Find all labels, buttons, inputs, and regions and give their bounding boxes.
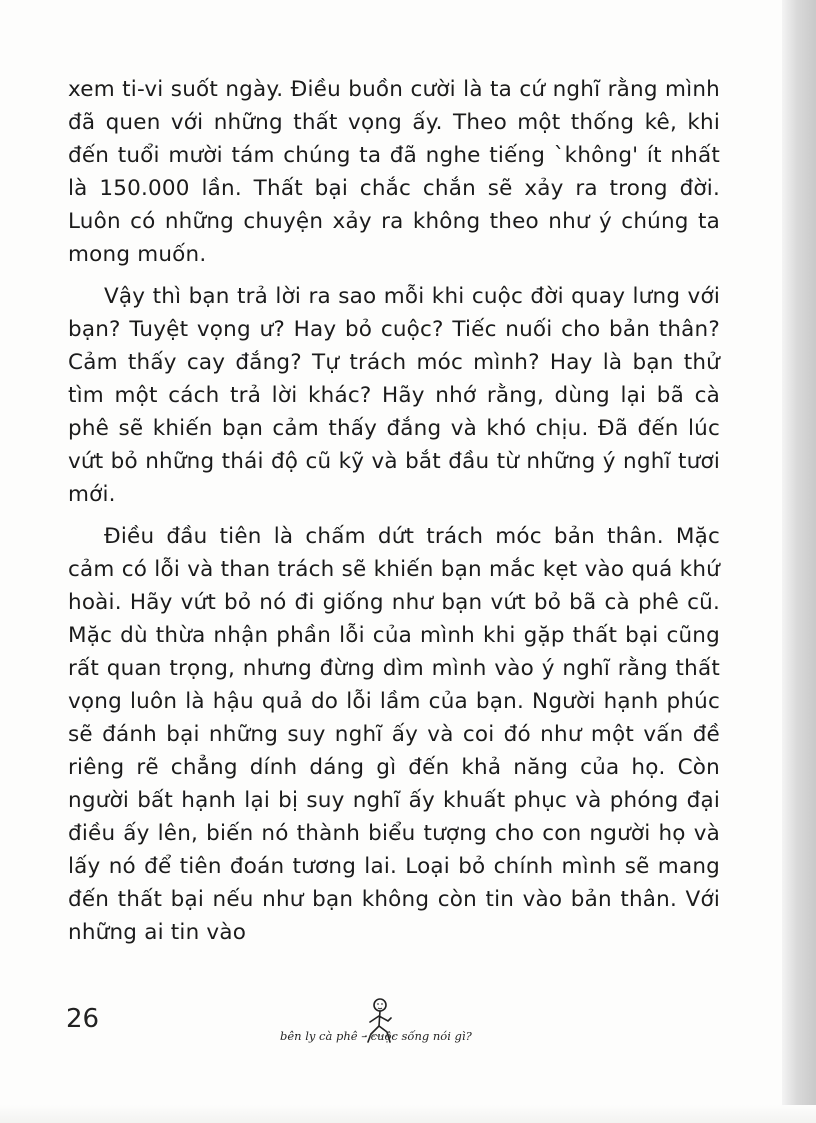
body-text (68, 73, 720, 958)
paragraph-2: Vậy thì bạn trả lời ra sao mỗi khi cuộc đời quay lưng với bạn? Tuyệt vọng ư? Hay bỏ cuộc? Tiếc nuối cho bản thân? Cảm thấy cay đắng? Tự trách móc mình? Hay là bạn thử tìm một cách trả lời khác? Hãy nhớ rằng, dùng lại bã cà phê sẽ khiến bạn cảm thấy đắng và khó chịu. Đã đến lúc vứt bỏ những thái độ cũ kỹ và bắt đầu từ những ý nghĩ tươi mới. (68, 284, 720, 507)
paragraph-3: Điều đầu tiên là chấm dứt trách móc bản thân. Mặc cảm có lỗi và than trách sẽ khiến bạn mắc kẹt vào quá khứ hoài. Hãy vứt bỏ nó đi giống như bạn vứt bỏ bã cà phê cũ. Mặc dù thừa nhận phần lỗi của mình khi gặp thất bại cũng rất quan trọng, nhưng đừng dìm mình vào ý nghĩ rằng thất vọng luôn là hậu quả do lỗi lầm của bạn. Người hạnh phúc sẽ đánh bại những suy nghĩ ấy và coi đó như một vấn đề riêng rẽ chẳng dính dáng gì đến khả năng của họ. Còn người bất hạnh lại bị suy nghĩ ấy khuất phục và phóng đại điều ấy lên, biến nó thành biểu tượng cho con người họ và lấy nó để tiên đoán tương lai. Loại bỏ chính mình sẽ mang đến thất bại nếu như bạn không còn tin vào bản thân. Với những ai tin vào (68, 524, 720, 945)
page-footer (66, 996, 726, 1056)
page-bottom-edge (0, 1105, 816, 1123)
paragraph-1: xem ti-vi suốt ngày. Điều buồn cười là ta cứ nghĩ rằng mình đã quen với những thất vọng ấy. Theo một thống kê, khi đến tuổi mười tám chúng ta đã nghe tiếng `không' ít nhất là 150.000 lần. Thất bại chắc chắn sẽ xảy ra trong đời. Luôn có những chuyện xảy ra không theo như ý chúng ta mong muốn. (68, 77, 720, 267)
page-number: 26 (66, 1004, 100, 1034)
page-gutter-shadow (782, 0, 816, 1123)
running-title: bên ly cà phê – cuộc sống nói gì? (280, 1029, 472, 1043)
